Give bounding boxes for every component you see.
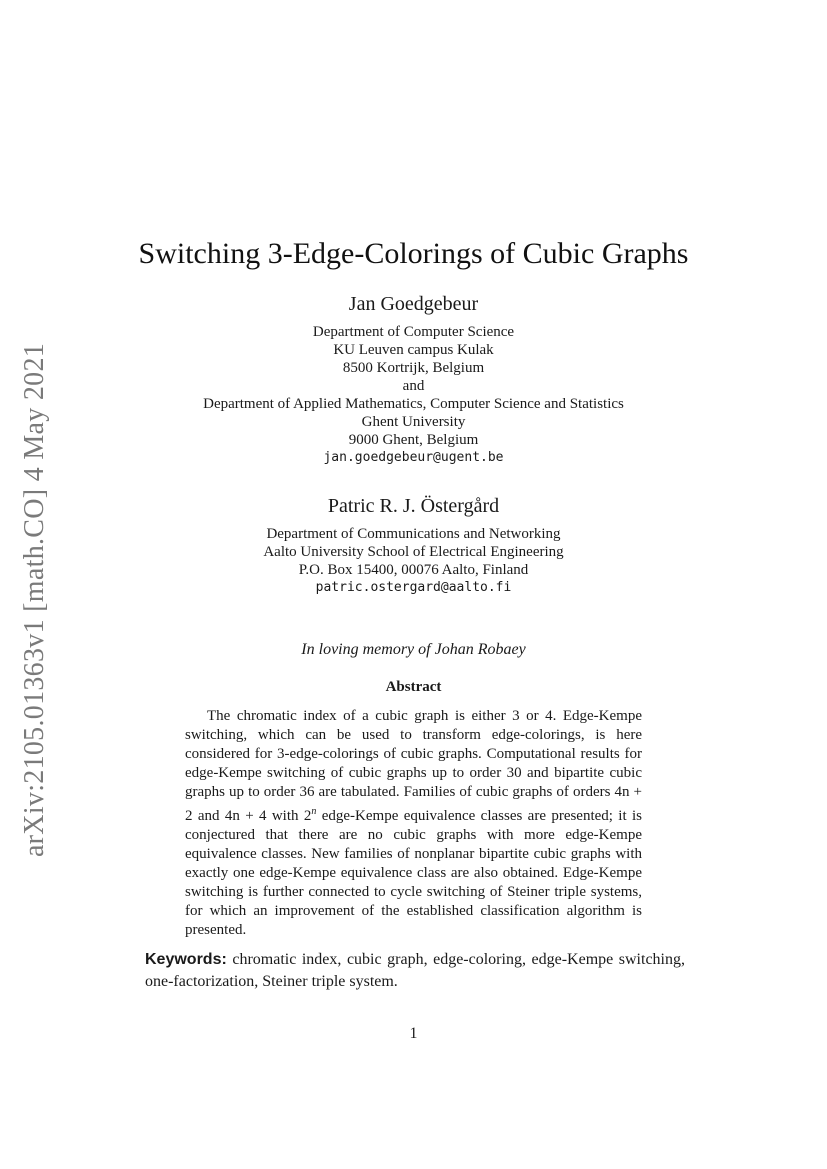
arxiv-identifier-text: arXiv:2105.01363v1 [math.CO] 4 May 2021 bbox=[19, 342, 50, 858]
affiliation-line: 9000 Ghent, Belgium bbox=[348, 432, 479, 448]
affiliation-line: P.O. Box 15400, 00076 Aalto, Finland bbox=[298, 562, 529, 578]
author-email: patric.ostergard@aalto.fi bbox=[315, 580, 512, 595]
affiliation-line: Aalto University School of Electrical Engineering bbox=[263, 544, 564, 560]
keywords bbox=[145, 949, 685, 993]
abstract-heading: Abstract bbox=[385, 679, 442, 695]
author-name: Jan Goedgebeur bbox=[348, 293, 479, 315]
dedication: In loving memory of Johan Robaey bbox=[301, 641, 526, 658]
keywords-label: Keywords: bbox=[145, 951, 227, 968]
abstract-superscript: n bbox=[311, 806, 317, 817]
author-affiliation bbox=[0, 323, 827, 467]
affiliation-line: 8500 Kortrijk, Belgium bbox=[342, 360, 485, 376]
paper-title: Switching 3-Edge-Colorings of Cubic Graphs bbox=[138, 237, 689, 270]
affiliation-line: Ghent University bbox=[361, 414, 466, 430]
page-number: 1 bbox=[409, 1025, 418, 1042]
affiliation-line: Department of Computer Science bbox=[312, 324, 515, 340]
affiliation-line: KU Leuven campus Kulak bbox=[333, 342, 494, 358]
author-name: Patric R. J. Östergård bbox=[327, 495, 500, 517]
author-affiliation bbox=[0, 525, 827, 597]
affiliation-line: Department of Communications and Networking bbox=[266, 526, 561, 542]
abstract-text bbox=[185, 707, 642, 940]
affiliation-line: and bbox=[402, 378, 425, 394]
keywords-text: chromatic index, cubic graph, edge-coloring, edge-Kempe switching, one-factorization, Steiner triple system. bbox=[145, 951, 685, 990]
author-email: jan.goedgebeur@ugent.be bbox=[323, 450, 504, 465]
affiliation-line: Department of Applied Mathematics, Computer Science and Statistics bbox=[203, 396, 624, 412]
abstract-text-part: edge-Kempe equivalence classes are presented; it is conjectured that there are no cubic graphs with more edge-Kempe equivalence classes. New families of nonplanar bipartite cubic graphs with exactly one edge-Kempe equivalence class are also obtained. Edge-Kempe switching is further connected to cycle switching of Steiner triple systems, for which an improvement of the established classification algorithm is presented. bbox=[185, 808, 642, 938]
abstract-text-part: The chromatic index of a cubic graph is either 3 or 4. Edge-Kempe switching, which can be used to transform edge-colorings, is here considered for 3-edge-colorings of cubic graphs. Computational results for edge-Kempe switching of cubic graphs up to order 30 and bipartite cubic graphs up to order 36 are tabulated. Families of cubic graphs of orders 4n + 2 and 4n + 4 with 2 bbox=[185, 708, 642, 824]
